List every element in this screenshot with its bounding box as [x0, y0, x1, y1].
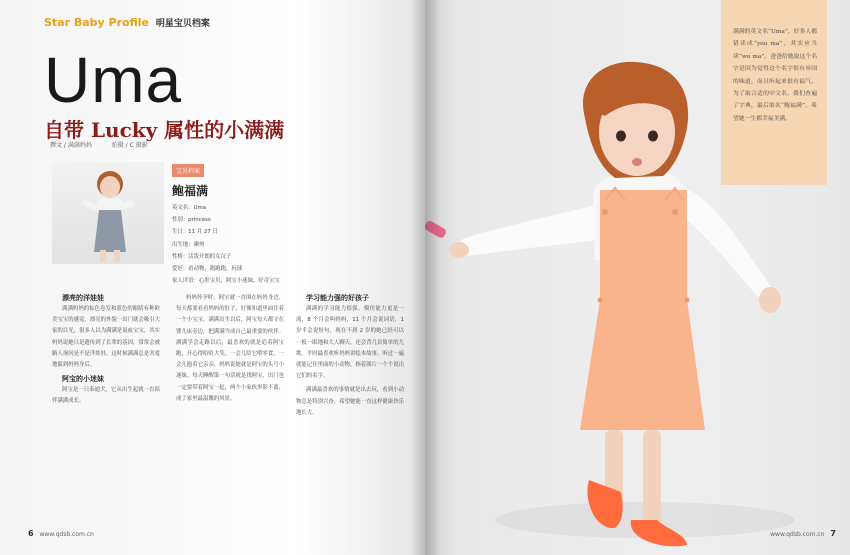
body-paragraph: 阿宝是一只泰迪犬，它从出生起就一直陪伴满满成长。	[52, 387, 160, 405]
page-number-right: 7	[830, 529, 836, 538]
profile-english-name: 英文名：Uma	[172, 205, 207, 211]
spread-gutter	[410, 0, 440, 555]
article-subtitle: 自带 Lucky 属性的小满满	[44, 118, 285, 142]
section-heading: 学习能力强的好孩子	[306, 294, 369, 302]
left-folio	[28, 529, 94, 538]
section-heading: 漂亮的洋娃娃	[62, 294, 104, 302]
credit-photographer: 拍摄 / C 摄影	[111, 142, 148, 149]
series-header	[44, 16, 210, 29]
profile-personality: 性格：活泼开朗的女汉子	[172, 253, 232, 260]
quote-box	[721, 0, 827, 185]
quote-text: 满满的英文名“Uma”，好多人都错读成“you ma”，其实应当读“wu ma”。爸爸给她取这个名字是因为觉得这个名字很有异国的味道，而且听起来很有福气。为了取合适的中文名，我们查遍了字典，最后取名“鲍福满”，希望她一生都幸福美满。	[733, 29, 817, 122]
profile-photo	[52, 162, 164, 264]
series-title-en: Star Baby Profile	[44, 16, 149, 29]
profile-name: 鲍福满	[172, 184, 209, 198]
profile-card	[172, 158, 322, 287]
body-column-1	[52, 293, 160, 411]
body-paragraph: 满满最喜欢的事情就是出去玩，看到小动物总是特别兴奋，希望她能一直这样健康快乐地长大。	[296, 387, 404, 416]
profile-hobbies: 爱好：看动物，跑跑跑，玩球	[172, 266, 243, 273]
site-url-left: www.qdsb.com.cn	[39, 531, 94, 538]
body-column-2	[176, 293, 284, 408]
series-title-cn: 明星宝贝档案	[155, 19, 210, 29]
body-paragraph: 妈妈怀孕时，阿宝就一直围在妈妈身边，每天都要看看妈妈的肚子，好像知道里面住着一个小宝宝。满满出生以后，阿宝每天都守在婴儿床旁边，把满满当成自己最重要的伙伴。满满学会走路以后，最喜欢的就是追着阿宝跑，开心得哈哈大笑，一会儿给它喂零食，一会儿抱着它亲亲，妈妈说她就是阿宝的头号小迷妹。每天睡醒第一句话就是找阿宝，出门也一定要带着阿宝一起，两个小家伙形影不离，成了家里最温馨的风景。	[176, 295, 284, 402]
article-title: Uma	[44, 44, 183, 116]
profile-birthday: 生日：11 月 27 日	[172, 229, 218, 236]
section-heading: 阿宝的小迷妹	[62, 375, 104, 384]
profile-birthplace: 出生地：漯州	[172, 241, 205, 248]
profile-gender: 性别：princess	[172, 217, 211, 224]
page-number-left: 6	[28, 529, 34, 538]
credits	[50, 140, 166, 149]
profile-tag: 宝贝档案	[172, 164, 204, 177]
body-column-3	[296, 293, 404, 422]
body-paragraph: 满满的学习能力很强，模仿能力更是一流，8 个月会叫妈妈，11 个月会说词语，1 岁半会说短句，现在不到 2 岁的她已经可以一板一眼地和大人聊天，还会背几首简单的儿歌。平时最喜欢听妈妈讲绘本故事，听过一遍就能记住里面的小动物，指着图片一个个说出它们的名字。	[296, 306, 404, 380]
site-url-right: www.qdsb.com.cn	[770, 531, 825, 538]
toddler-thumbnail-illustration	[52, 162, 164, 264]
profile-family-comment: 家人评语：心肝宝贝，阿宝小迷妹，好奇宝宝	[172, 278, 280, 285]
credit-writer: 撰文 / 满满妈妈	[50, 142, 92, 149]
body-paragraph: 满满妈妈的棕色卷发和蓝色的眼睛有种欧美宝宝的感觉，漂亮的外貌一出门就会吸引大家的目光，很多人以为满满是混血宝宝，其实妈妈说她只是遗传到了长辈的基因，常常会被路人询问是不是洋娃娃，这时候满满总是害羞地躲到妈妈身后。	[52, 306, 160, 369]
